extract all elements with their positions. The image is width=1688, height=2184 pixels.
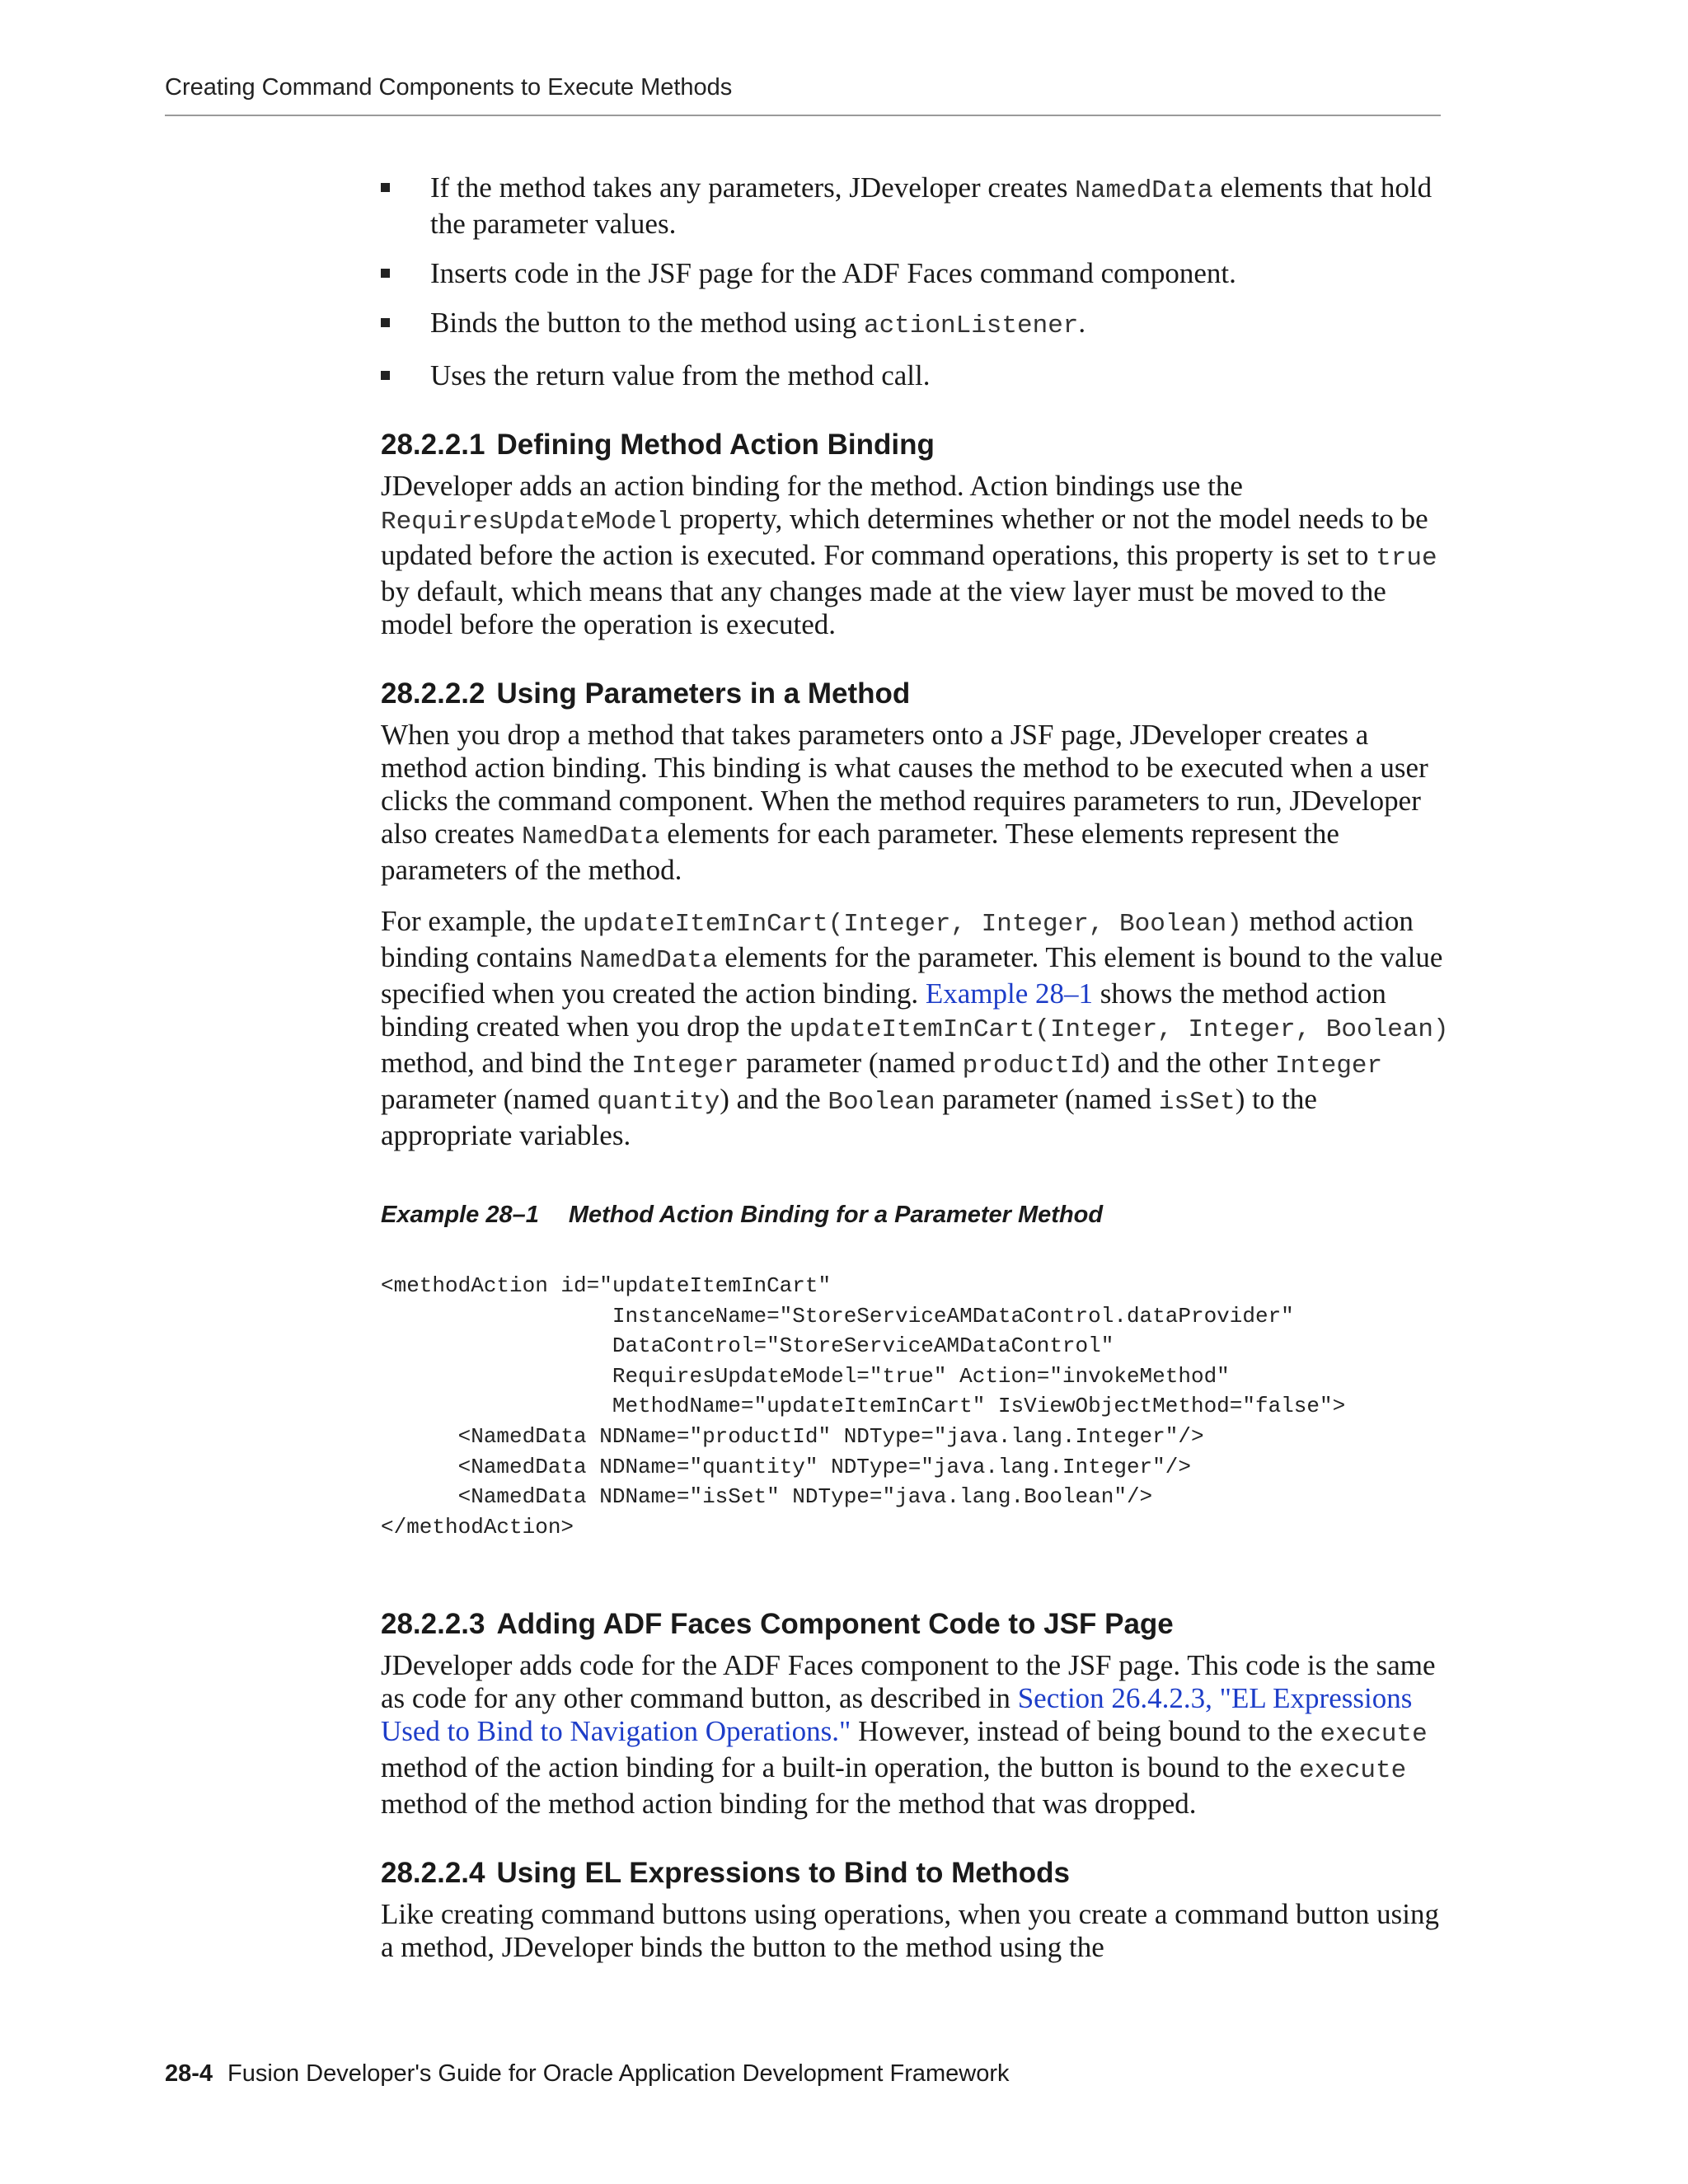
paragraph: When you drop a method that takes parameters onto a JSF page, JDeveloper creates a method action binding. This binding is what causes the method to be executed when a user clicks the command component. When the method requires parameters to run, JDeveloper also creates NamedData elements for each parameter. These elements represent the parameters of the method. xyxy=(381,719,1428,886)
inline-code: quantity xyxy=(597,1088,720,1117)
list-item xyxy=(381,257,1452,290)
inline-code: productId xyxy=(962,1052,1101,1080)
section-title: Defining Method Action Binding xyxy=(496,429,935,461)
inline-code: isSet xyxy=(1158,1088,1236,1117)
running-footer xyxy=(165,2060,1010,2088)
section-heading xyxy=(381,1857,1452,1890)
paragraph: Like creating command buttons using operations, when you create a command button using a method, JDeveloper binds the button to the method using the xyxy=(381,1898,1439,1964)
paragraph: For example, the updateItemInCart(Integer, Integer, Boolean) method action binding contains NamedData elements for the parameter. This element is bound to the value specified when you created the action binding. Example 28–1 shows the method action binding created when you drop the updateItemInCart(Integer, Integer, Boolean) method, and bind the Integer parameter (named productId) and the other Integer parameter (named quantity) and the Boolean parameter (named isSet) to the appropriate variables. xyxy=(381,905,1449,1151)
section-number: 28.2.2.4 xyxy=(381,1857,485,1890)
bullet-text: elements that hold the parameter values. xyxy=(430,171,1432,240)
code-block: <methodAction id="updateItemInCart" InstanceName="StoreServiceAMDataControl.dataProvider" DataControl="StoreServiceAMDataControl" RequiresUpdateModel="true" Action="invokeMethod" MethodName="updateItemInCart" IsViewObjectMethod="false"> <NamedData NDName="productId" NDType="java.lang.Integer"/> <NamedData NDName="quantity" NDType="java.lang.Integer"/> <NamedData NDName="isSet" NDType="java.lang.Boolean"/> </methodAction> xyxy=(381,1273,1346,1540)
bullet-text: Uses the return value from the method call. xyxy=(430,359,931,391)
running-header: Creating Command Components to Execute Methods xyxy=(165,74,733,101)
page-content xyxy=(381,171,1452,1964)
inline-code: NamedData xyxy=(522,823,660,851)
square-bullet-icon xyxy=(381,269,390,278)
list-item xyxy=(381,359,1452,392)
square-bullet-icon xyxy=(381,371,390,380)
section-number: 28.2.2.3 xyxy=(381,1608,485,1641)
inline-code: NamedData xyxy=(579,946,718,975)
section-heading xyxy=(381,677,1452,710)
section-heading xyxy=(381,1608,1452,1641)
inline-code: actionListener xyxy=(863,312,1079,340)
inline-code: execute xyxy=(1320,1720,1428,1750)
paragraph: JDeveloper adds code for the ADF Faces component to the JSF page. This code is the same as code for any other command button, as described in Section 26.4.2.3, "EL Expressions Used to Bind to Navigation Operations." However, instead of being bound to the execute method of the action binding for a built-in operation, the button is bound to the execute method of the method action binding for the method that was dropped. xyxy=(381,1649,1436,1821)
paragraph: JDeveloper adds an action binding for the method. Action bindings use the RequiresUpdateModel property, which determines whether or not the model needs to be updated before the action is executed. For command operations, this property is set to true by default, which means that any changes made at the view layer must be moved to the model before the operation is executed. xyxy=(381,470,1437,640)
example-link[interactable]: Example 28–1 xyxy=(925,977,1094,1010)
section-title: Using Parameters in a Method xyxy=(496,677,911,710)
page-number: 28-4 xyxy=(165,2060,213,2087)
bullet-text: Inserts code in the JSF page for the ADF Faces command component. xyxy=(430,257,1236,289)
bullet-list xyxy=(381,171,1452,392)
inline-code: NamedData xyxy=(1075,176,1213,205)
bullet-text: . xyxy=(1078,307,1086,339)
example-title: Method Action Binding for a Parameter Method xyxy=(568,1202,1104,1228)
section-title: Using EL Expressions to Bind to Methods xyxy=(496,1857,1071,1890)
section-title: Adding ADF Faces Component Code to JSF Page xyxy=(496,1608,1174,1641)
inline-code: Boolean xyxy=(828,1088,935,1117)
square-bullet-icon xyxy=(381,318,390,327)
inline-code: execute xyxy=(1298,1756,1407,1786)
list-item xyxy=(381,171,1452,241)
inline-code: Integer xyxy=(1274,1052,1383,1080)
inline-code: true xyxy=(1376,544,1437,573)
bullet-text: Binds the button to the method using xyxy=(430,307,864,339)
section-number: 28.2.2.2 xyxy=(381,677,485,710)
square-bullet-icon xyxy=(381,183,390,192)
inline-code: updateItemInCart(Integer, Integer, Boolean) xyxy=(789,1015,1449,1044)
book-title: Fusion Developer's Guide for Oracle Application Development Framework xyxy=(227,2060,1010,2087)
bullet-text: If the method takes any parameters, JDeveloper creates xyxy=(430,171,1076,204)
inline-code: updateItemInCart(Integer, Integer, Boolean) xyxy=(582,910,1242,939)
section-number: 28.2.2.1 xyxy=(381,429,485,461)
example-caption xyxy=(381,1200,1452,1230)
list-item xyxy=(381,307,1452,343)
inline-code: Integer xyxy=(631,1052,739,1080)
header-rule xyxy=(165,115,1441,116)
section-link[interactable]: Section 26.4.2.3, "EL Expressions Used to Bind to Navigation Operations." xyxy=(381,1682,1413,1748)
example-label: Example 28–1 xyxy=(381,1202,539,1228)
section-heading xyxy=(381,429,1452,462)
inline-code: RequiresUpdateModel xyxy=(381,508,673,537)
